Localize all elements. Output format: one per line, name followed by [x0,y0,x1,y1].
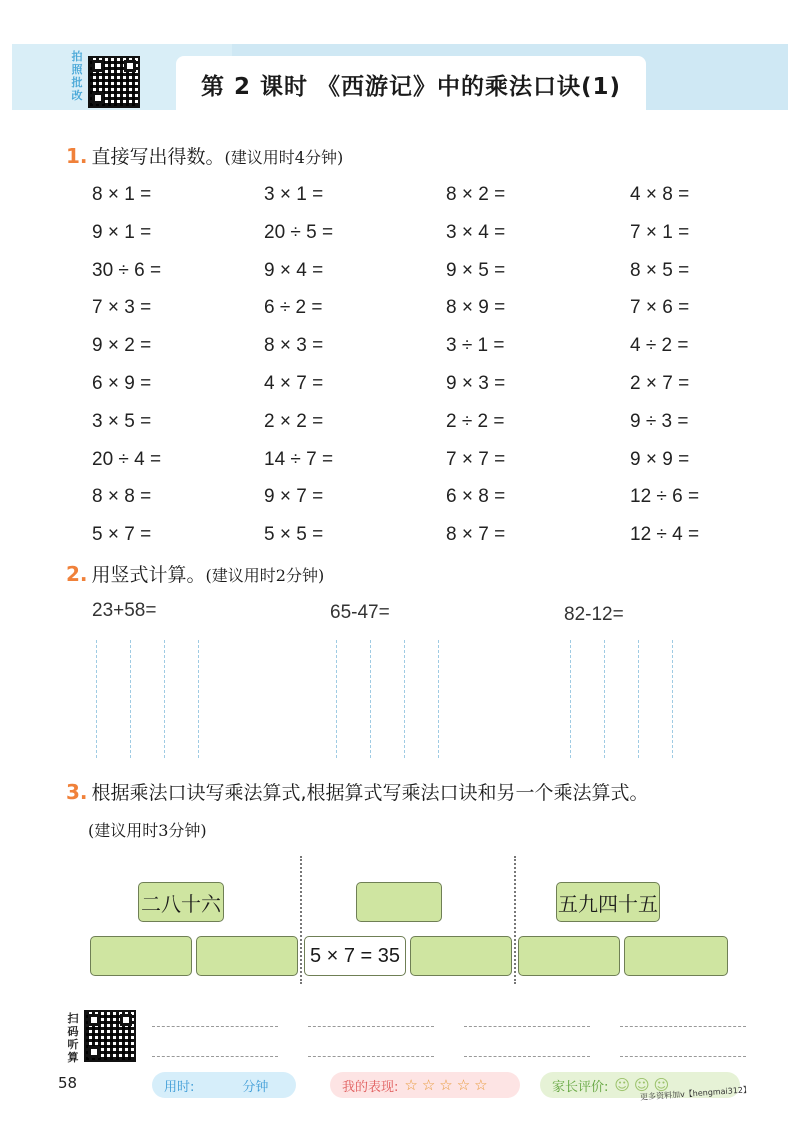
qr-label-bottom [66,1012,80,1064]
qr-label-top [70,50,84,102]
math-problem: 4 × 8 = [630,184,690,205]
qr-label-char: 码 [67,1025,79,1038]
qr-label-char: 扫 [67,1012,79,1025]
answer-box[interactable] [90,936,192,976]
qr-label-char: 算 [67,1051,79,1064]
math-problem: 8 × 1 = [92,184,152,205]
math-problem: 7 × 1 = [630,221,690,243]
math-problem: 4 ÷ 2 = [630,335,689,357]
performance-pill [330,1072,520,1098]
star-rating-icon[interactable]: ☆☆☆☆☆ [404,1076,492,1094]
time-pill [152,1072,296,1098]
math-problem: 3 × 1 = [264,184,324,205]
answer-box[interactable] [410,936,512,976]
q1-text: 直接写出得数。 [91,146,225,168]
answer-line[interactable] [464,1026,590,1027]
time-unit: 分钟 [242,1079,269,1095]
math-problem: 7 × 3 = [92,297,152,319]
math-problem: 6 × 9 = [92,373,152,394]
qr-label-char: 听 [67,1038,79,1051]
math-problem: 5 × 5 = [264,524,324,546]
math-problem: 3 ÷ 1 = [446,335,505,357]
math-problem: 20 ÷ 5 = [264,221,334,243]
vertical-problem-2: 65-47= [330,602,390,623]
math-problem: 30 ÷ 6 = [92,259,162,281]
q3-heading [66,778,649,805]
math-problem: 20 ÷ 4 = [92,448,162,470]
math-problem: 12 ÷ 6 = [630,486,700,508]
math-problem: 9 ÷ 3 = [630,410,689,432]
answer-line[interactable] [152,1056,278,1057]
vertical-problem-1: 23+58= [92,600,157,621]
math-problem: 9 × 5 = [446,259,506,281]
q2-text: 用竖式计算。 [91,564,206,586]
qr-code-icon[interactable] [88,56,140,108]
math-problem: 7 × 7 = [446,448,506,470]
qr-code-icon[interactable] [84,1010,136,1062]
math-problem: 6 ÷ 2 = [264,297,323,319]
math-problem: 2 ÷ 2 = [446,410,505,432]
math-problem: 9 × 7 = [264,486,324,508]
performance-label: 我的表现: [342,1079,399,1095]
math-problem: 2 × 7 = [630,373,690,394]
math-problem: 3 × 4 = [446,221,506,243]
math-problem: 12 ÷ 4 = [630,524,700,546]
answer-line[interactable] [152,1026,278,1027]
q3-number: 3. [66,780,88,804]
watermark: 更多资料加v【hengmai312】 [639,1085,752,1102]
math-problem: 9 × 9 = [630,448,690,470]
answer-line[interactable] [308,1026,434,1027]
vertical-problem-3: 82-12= [564,604,624,625]
time-label: 用时: [164,1079,195,1095]
math-problem: 9 × 3 = [446,373,506,394]
q3-hint: (建议用时3分钟) [88,821,207,840]
answer-line[interactable] [620,1026,746,1027]
math-problem: 7 × 6 = [630,297,690,319]
group-divider [514,856,516,984]
group-divider [300,856,302,984]
page-number: 58 [58,1074,78,1092]
math-problem: 3 × 5 = [92,410,152,432]
math-problem: 2 × 2 = [264,410,324,432]
answer-box[interactable] [196,936,298,976]
math-problem: 5 × 7 = [92,524,152,546]
math-problem: 9 × 4 = [264,259,324,281]
q2-hint: (建议用时2分钟) [205,566,325,585]
q3-text: 根据乘法口诀写乘法算式,根据算式写乘法口诀和另一个乘法算式。 [91,782,649,804]
formula-rhyme-box: 五九四十五 [556,882,660,922]
q1-hint: (建议用时4分钟) [224,148,344,167]
math-problem: 4 × 7 = [264,373,324,394]
math-problem: 8 × 8 = [92,486,152,508]
q1-number: 1. [66,144,88,168]
q2-heading [66,560,324,587]
equation-box: 5 × 7 = 35 [304,936,406,976]
answer-line[interactable] [464,1056,590,1057]
formula-rhyme-box: 二八十六 [138,882,224,922]
math-problem: 9 × 1 = [92,221,152,243]
q2-number: 2. [66,562,88,586]
answer-line[interactable] [620,1056,746,1057]
math-problem: 8 × 5 = [630,259,690,281]
lesson-title: 第 2 课时 《西游记》中的乘法口诀(1) [200,73,622,100]
smiley-rating-icon[interactable]: ☺☺☺ [614,1076,674,1094]
math-problem: 8 × 3 = [264,335,324,357]
answer-line[interactable] [308,1056,434,1057]
math-problem: 9 × 2 = [92,335,152,357]
math-problem: 8 × 2 = [446,184,506,205]
qr-label-char: 照 [71,63,83,76]
math-problem: 8 × 7 = [446,524,506,546]
answer-box[interactable] [624,936,728,976]
math-problem: 8 × 9 = [446,297,506,319]
math-problem: 6 × 8 = [446,486,506,508]
parent-label: 家长评价: [552,1079,609,1095]
answer-box[interactable] [518,936,620,976]
q1-heading [66,142,343,169]
qr-label-char: 改 [71,89,83,102]
answer-box[interactable] [356,882,442,922]
math-problem: 14 ÷ 7 = [264,448,334,470]
qr-label-char: 拍 [71,50,83,63]
qr-label-char: 批 [71,76,83,89]
